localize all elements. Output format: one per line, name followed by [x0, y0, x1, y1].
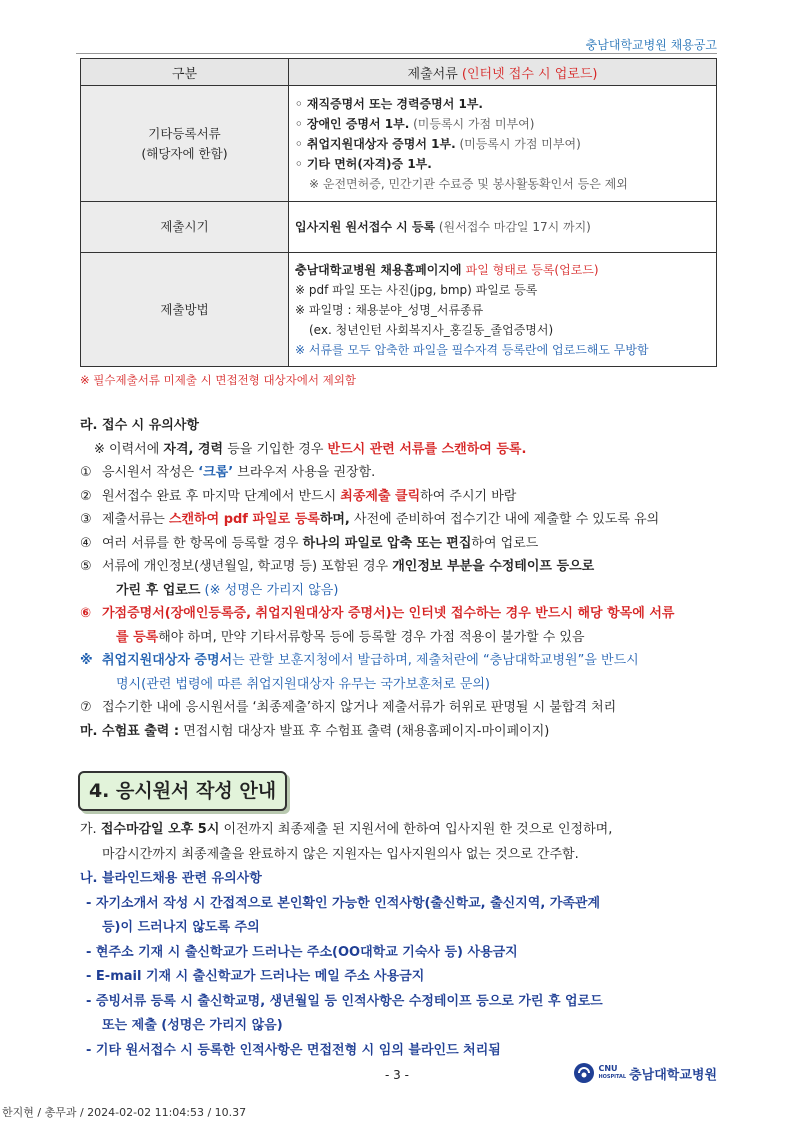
row-label-timing: 제출시기 [81, 202, 289, 253]
print-footer: 한지현 / 총무과 / 2024-02-02 11:04:53 / 10.37 [2, 1106, 247, 1119]
list-item-continued: 또는 제출 (성명은 가리지 않음) [102, 1018, 283, 1033]
section-application-guide [80, 818, 720, 1063]
list-item: ◦ 기타 면허(자격)증 1부. [295, 156, 432, 171]
header-documents: 제출서류 (인터넷 접수 시 업로드) [289, 59, 717, 86]
list-note: ※ 운전면허증, 민간기관 수료증 및 봉사활동확인서 등은 제외 [309, 176, 628, 191]
header-documents-note: (인터넷 접수 시 업로드) [461, 66, 598, 82]
section-title-box: 4. 응시원서 작성 안내 [78, 771, 287, 811]
list-item: 마. 수험표 출력 : 면접시험 대상자 발표 후 수험표 출력 (채용홈페이지-마이페이지) [80, 723, 550, 739]
list-item: ◦ 장애인 증명서 1부. (미등록시 가점 미부여) [295, 116, 535, 131]
row-content-other-docs [289, 86, 717, 202]
list-item-continued: 가린 후 업로드 (※ 성명은 가리지 않음) [116, 582, 339, 598]
list-item: 가. 접수마감일 오후 5시 이전까지 최종제출 된 지원서에 한하여 입사지원 한 것으로 인정하며, [80, 822, 613, 837]
page-number: - 3 - [385, 1068, 409, 1082]
table-note: ※ 필수제출서류 미제출 시 면접전형 대상자에서 제외함 [80, 373, 356, 387]
list-item: - E-mail 기재 시 출신학교가 드러나는 메일 주소 사용금지 [86, 969, 425, 984]
list-item: ※ 취업지원대상자 증명서는 관할 보훈지청에서 발급하며, 제출처란에 “충남대학교병원”을 반드시 [80, 653, 639, 668]
table-row [81, 202, 717, 253]
section-application-notes [80, 414, 720, 743]
list-item: ⑥ 가점증명서(장애인등록증, 취업지원대상자 증명서)는 인터넷 접수하는 경우 반드시 해당 항목에 서류 [80, 606, 675, 621]
list-item: ⑦ 접수기한 내에 응시원서를 ‘최종제출’하지 않거나 제출서류가 허위로 판명될 시 불합격 처리 [80, 700, 617, 715]
subsection-title: 나. 블라인드채용 관련 유의사항 [80, 871, 262, 886]
list-item: ① 응시원서 작성은 ‘크롬’ 브라우저 사용을 권장함. [80, 465, 376, 480]
list-item: - 기타 원서접수 시 등록한 인적사항은 면접전형 시 임의 블라인드 처리됨 [86, 1042, 501, 1058]
hospital-logo: CNU HOSPITAL 충남대학교병원 [573, 1062, 717, 1084]
list-item: - 자기소개서 작성 시 간접적으로 본인확인 가능한 인적사항(출신학교, 출신지역, 가족관계 [86, 895, 601, 911]
list-item: ⑤ 서류에 개인정보(생년월일, 학교명 등) 포함된 경우 개인정보 부분을 수정테이프 등으로 [80, 559, 595, 574]
header-category: 구분 [81, 59, 289, 86]
table-row [81, 253, 717, 367]
table-header-row [81, 59, 717, 86]
row-label-method: 제출방법 [81, 253, 289, 367]
table-row [81, 86, 717, 202]
list-item: - 현주소 기재 시 출신학교가 드러나는 주소(OO대학교 기숙사 등) 사용금지 [86, 944, 518, 960]
header-org: 충남대학교병원 채용공고 [585, 38, 717, 52]
list-item-continued: 를 등록해야 하며, 만약 기타서류항목 등에 등록할 경우 가점 적용이 불가할 수 있음 [116, 629, 585, 645]
list-item: ③ 제출서류는 스캔하여 pdf 파일로 등록하며, 사전에 준비하여 접수기간 내에 제출할 수 있도록 유의 [80, 512, 660, 527]
row-content-timing: 입사지원 원서접수 시 등록 (원서접수 마감일 17시 까지) [289, 202, 717, 253]
section-title: 라. 접수 시 유의사항 [80, 418, 199, 433]
list-item: ◦ 재직증명서 또는 경력증명서 1부. [295, 96, 483, 111]
list-item-continued: 명시(관련 법령에 따른 취업지원대상자 유무는 국가보훈처로 문의) [116, 676, 491, 692]
list-item: - 증빙서류 등록 시 출신학교명, 생년월일 등 인적사항은 수정테이프 등으로 가린 후 업로드 [86, 993, 603, 1009]
list-item: ◦ 취업지원대상자 증명서 1부. (미등록시 가점 미부여) [295, 136, 581, 151]
header-divider [76, 53, 717, 54]
hospital-emblem-icon [573, 1062, 595, 1084]
list-item: ④ 여러 서류를 한 항목에 등록할 경우 하나의 파일로 압축 또는 편집하여 업로드 [80, 535, 539, 551]
list-item-continued: 등)이 드러나지 않도록 주의 [102, 920, 260, 935]
row-content-method: 충남대학교병원 채용홈페이지에 파일 형태로 등록(업로드) ※ pdf 파일 또는 사진(jpg, bmp) 파일로 등록 ※ 파일명 : 채용분야_성명_서류종류 (ex. 청년인턴 사회복지사_홍길동_졸업증명서) ※ 서류를 모두 압축한 파일을 필수자격 등록란에 업로드해도 무방함 [289, 253, 717, 367]
list-item-continued: 마감시간까지 최종제출을 완료하지 않은 지원자는 입사지원의사 없는 것으로 간주함. [102, 846, 579, 862]
list-item: ※ 이력서에 자격, 경력 등을 기입한 경우 반드시 관련 서류를 스캔하여 등록. [94, 441, 527, 457]
documents-table [80, 58, 717, 367]
row-label-other-docs: 기타등록서류 (해당자에 한함) [81, 86, 289, 202]
list-item: ② 원서접수 완료 후 마지막 단계에서 반드시 최종제출 클릭하여 주시기 바람 [80, 488, 517, 504]
